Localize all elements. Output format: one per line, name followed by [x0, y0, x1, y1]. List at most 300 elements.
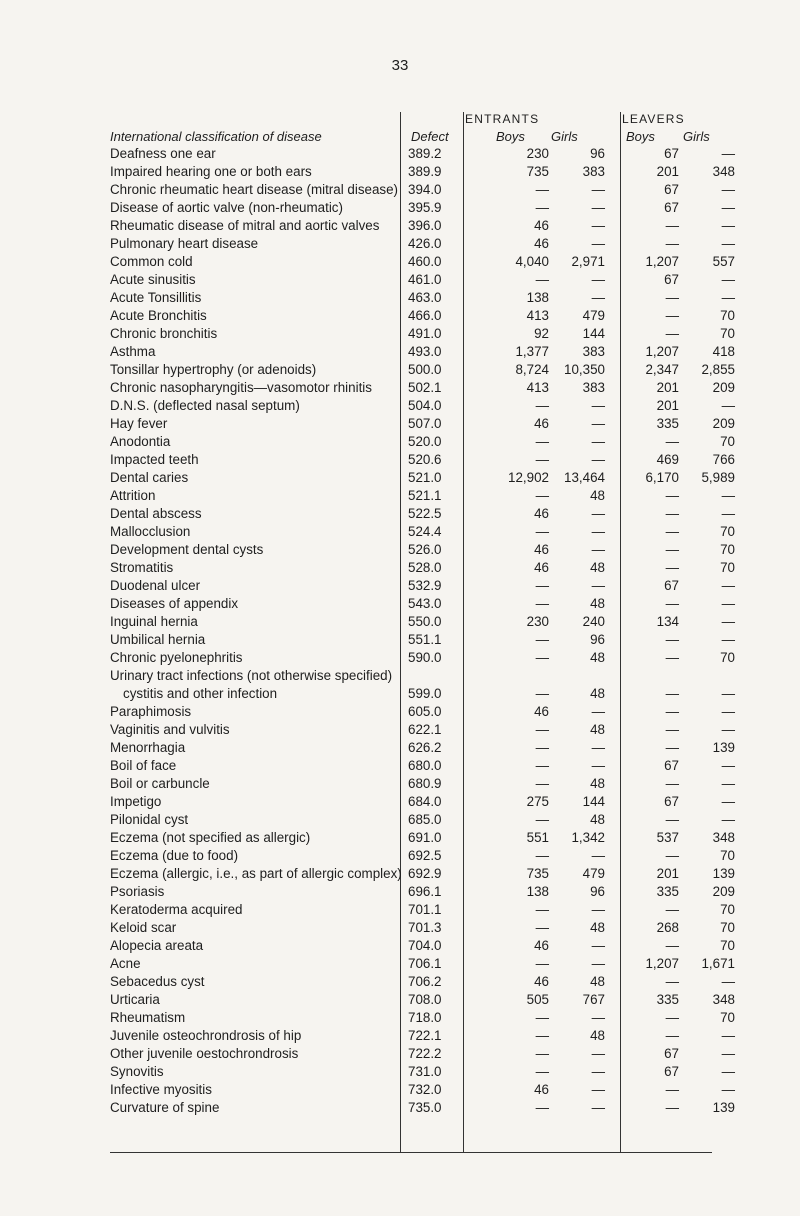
disease-name: Rheumatic disease of mitral and aortic valves [110, 218, 380, 233]
leavers-girls-value: — [721, 794, 735, 809]
entrants-boys-value: — [535, 740, 549, 755]
leavers-girls-value: 348 [712, 164, 735, 179]
entrants-girls-value: 48 [590, 722, 605, 737]
leavers-boys-value: 134 [656, 614, 679, 629]
table-row [0, 1100, 800, 1118]
defect-code: 504.0 [408, 398, 442, 413]
entrants-boys-value: 275 [526, 794, 549, 809]
disease-name: Vaginitis and vulvitis [110, 722, 230, 737]
table-row [0, 812, 800, 830]
entrants-girls-value: 48 [590, 974, 605, 989]
leavers-boys-value: — [665, 236, 679, 251]
disease-name: Paraphimosis [110, 704, 192, 719]
table-row [0, 236, 800, 254]
disease-name: Tonsillar hypertrophy (or adenoids) [110, 362, 317, 377]
disease-name: Dental abscess [110, 506, 202, 521]
table-row [0, 866, 800, 884]
defect-code: 520.6 [408, 452, 442, 467]
entrants-girls-value: 48 [590, 596, 605, 611]
entrants-girls-value: — [591, 452, 605, 467]
leavers-girls-value: — [721, 1082, 735, 1097]
entrants-girls-header: Girls [551, 129, 578, 144]
defect-code: 500.0 [408, 362, 442, 377]
table-row [0, 506, 800, 524]
defect-code: 706.1 [408, 956, 442, 971]
leavers-boys-value: 1,207 [645, 254, 679, 269]
entrants-girls-value: 48 [590, 776, 605, 791]
table-row [0, 1046, 800, 1064]
defect-code: 522.5 [408, 506, 442, 521]
disease-name: Anodontia [110, 434, 171, 449]
defect-code: 680.0 [408, 758, 442, 773]
leavers-girls-value: — [721, 974, 735, 989]
leavers-girls-value: — [721, 776, 735, 791]
defect-code: 722.2 [408, 1046, 442, 1061]
leavers-girls-value: — [721, 290, 735, 305]
disease-name: Pulmonary heart disease [110, 236, 259, 251]
entrants-girls-value: 48 [590, 686, 605, 701]
leavers-boys-value: 537 [656, 830, 679, 845]
entrants-girls-value: — [591, 758, 605, 773]
table-bottom-rule [110, 1152, 712, 1153]
leavers-boys-value: — [665, 686, 679, 701]
entrants-girls-value: — [591, 1046, 605, 1061]
entrants-girls-value: — [591, 416, 605, 431]
defect-code: 528.0 [408, 560, 442, 575]
table-row [0, 182, 800, 200]
leavers-girls-value: 766 [712, 452, 735, 467]
leavers-boys-value: — [665, 974, 679, 989]
leavers-girls-value: 70 [720, 560, 735, 575]
leavers-girls-value: 70 [720, 308, 735, 323]
leavers-boys-value: 335 [656, 992, 679, 1007]
disease-name: Pilonidal cyst [110, 812, 189, 827]
disease-name: Disease of aortic valve (non-rheumatic) [110, 200, 343, 215]
leavers-boys-value: 268 [656, 920, 679, 935]
leavers-girls-value: — [721, 758, 735, 773]
entrants-girls-value: — [591, 1064, 605, 1079]
leavers-boys-value: 201 [656, 380, 679, 395]
leavers-girls-value: 348 [712, 830, 735, 845]
table-row [0, 164, 800, 182]
entrants-girls-value: 96 [590, 632, 605, 647]
entrants-girls-value: 48 [590, 650, 605, 665]
entrants-girls-value: 383 [582, 344, 605, 359]
leavers-boys-value: 201 [656, 164, 679, 179]
leavers-girls-value: 418 [712, 344, 735, 359]
entrants-boys-value: 505 [526, 992, 549, 1007]
leavers-group-header: LEAVERS [622, 112, 685, 126]
disease-name: Deafness one ear [110, 146, 216, 161]
leavers-boys-value: 67 [664, 758, 679, 773]
disease-name: Keloid scar [110, 920, 177, 935]
leavers-girls-value: — [721, 632, 735, 647]
disease-name: Dental caries [110, 470, 189, 485]
defect-code: 466.0 [408, 308, 442, 323]
disease-name: Acute Tonsillitis [110, 290, 202, 305]
disease-name: Common cold [110, 254, 193, 269]
entrants-girls-value: 48 [590, 1028, 605, 1043]
table-row [0, 992, 800, 1010]
entrants-boys-value: — [535, 1100, 549, 1115]
disease-name: Synovitis [110, 1064, 164, 1079]
leavers-boys-value: — [665, 1010, 679, 1025]
leavers-girls-value: — [721, 704, 735, 719]
table-row [0, 848, 800, 866]
table-row [0, 146, 800, 164]
page-number: 33 [391, 57, 409, 74]
leavers-girls-value: — [721, 506, 735, 521]
defect-code: 463.0 [408, 290, 442, 305]
leavers-girls-value: — [721, 146, 735, 161]
disease-table-body [0, 146, 800, 1118]
disease-name: Chronic nasopharyngitis—vasomotor rhinitis [110, 380, 372, 395]
leavers-boys-value: — [665, 506, 679, 521]
disease-name: Sebacedus cyst [110, 974, 205, 989]
defect-code: 685.0 [408, 812, 442, 827]
table-row [0, 578, 800, 596]
entrants-girls-value: 240 [582, 614, 605, 629]
table-row [0, 488, 800, 506]
entrants-girls-value: 10,350 [564, 362, 605, 377]
disease-name: Boil of face [110, 758, 177, 773]
table-row [0, 974, 800, 992]
entrants-girls-value: 767 [582, 992, 605, 1007]
entrants-boys-value: — [535, 1028, 549, 1043]
entrants-boys-value: — [535, 488, 549, 503]
disease-name: Mallocclusion [110, 524, 191, 539]
table-row [0, 470, 800, 488]
entrants-girls-value: — [591, 398, 605, 413]
entrants-boys-value: 46 [534, 218, 549, 233]
entrants-girls-value: — [591, 542, 605, 557]
defect-code: 396.0 [408, 218, 442, 233]
leavers-girls-value: 139 [712, 740, 735, 755]
entrants-girls-value: — [591, 902, 605, 917]
leavers-girls-value: — [721, 272, 735, 287]
entrants-boys-value: 12,902 [508, 470, 549, 485]
entrants-boys-value: — [535, 1010, 549, 1025]
defect-code: 543.0 [408, 596, 442, 611]
defect-code: 460.0 [408, 254, 442, 269]
entrants-girls-value: — [591, 1082, 605, 1097]
leavers-boys-value: 335 [656, 884, 679, 899]
disease-name: Eczema (due to food) [110, 848, 239, 863]
disease-name: Urticaria [110, 992, 160, 1007]
disease-name: Stromatitis [110, 560, 174, 575]
entrants-girls-value: 479 [582, 308, 605, 323]
leavers-girls-value: 557 [712, 254, 735, 269]
leavers-boys-value: — [665, 218, 679, 233]
leavers-boys-value: 1,207 [645, 344, 679, 359]
entrants-boys-value: — [535, 398, 549, 413]
entrants-girls-value: 48 [590, 560, 605, 575]
table-row [0, 632, 800, 650]
disease-name-continued: cystitis and other infection [123, 686, 278, 701]
leavers-girls-value: 70 [720, 938, 735, 953]
leavers-boys-value: 67 [664, 794, 679, 809]
leavers-boys-value: — [665, 740, 679, 755]
table-row [0, 308, 800, 326]
leavers-girls-value: — [721, 218, 735, 233]
disease-name: Impaired hearing one or both ears [110, 164, 312, 179]
leavers-boys-value: — [665, 326, 679, 341]
leavers-girls-value: — [721, 614, 735, 629]
leavers-boys-value: — [665, 1028, 679, 1043]
defect-code: 680.9 [408, 776, 442, 791]
leavers-girls-value: — [721, 236, 735, 251]
entrants-boys-value: 46 [534, 1082, 549, 1097]
disease-name: Acute sinusitis [110, 272, 196, 287]
entrants-girls-value: — [591, 704, 605, 719]
table-row [0, 344, 800, 362]
leavers-girls-value: 70 [720, 524, 735, 539]
entrants-group-header: ENTRANTS [465, 112, 540, 126]
table-row [0, 452, 800, 470]
leavers-boys-value: 2,347 [645, 362, 679, 377]
entrants-girls-value: — [591, 434, 605, 449]
leavers-girls-value: — [721, 182, 735, 197]
table-row [0, 542, 800, 560]
leavers-girls-value: 209 [712, 380, 735, 395]
table-row [0, 614, 800, 632]
disease-name: Development dental cysts [110, 542, 264, 557]
table-row [0, 902, 800, 920]
table-row [0, 830, 800, 848]
leavers-boys-value: — [665, 938, 679, 953]
entrants-boys-value: — [535, 722, 549, 737]
entrants-boys-value: — [535, 524, 549, 539]
leavers-boys-value: 335 [656, 416, 679, 431]
entrants-boys-value: 413 [526, 308, 549, 323]
defect-code: 426.0 [408, 236, 442, 251]
entrants-girls-value: — [591, 290, 605, 305]
leavers-boys-value: — [665, 704, 679, 719]
entrants-boys-value: — [535, 920, 549, 935]
defect-code: 701.3 [408, 920, 442, 935]
disease-name: Asthma [110, 344, 156, 359]
disease-column-header: International classification of disease [110, 129, 322, 144]
leavers-girls-value: 5,989 [701, 470, 735, 485]
entrants-boys-value: — [535, 272, 549, 287]
leavers-boys-header: Boys [626, 129, 655, 144]
leavers-boys-value: — [665, 1100, 679, 1115]
leavers-girls-value: 70 [720, 920, 735, 935]
disease-name: Menorrhagia [110, 740, 186, 755]
defect-code: 524.4 [408, 524, 442, 539]
defect-code: 389.2 [408, 146, 442, 161]
entrants-boys-value: 46 [534, 416, 549, 431]
table-row [0, 650, 800, 668]
entrants-boys-value: 230 [526, 146, 549, 161]
entrants-boys-value: — [535, 650, 549, 665]
leavers-boys-value: — [665, 290, 679, 305]
table-row [0, 1082, 800, 1100]
leavers-girls-value: 70 [720, 326, 735, 341]
defect-code: 708.0 [408, 992, 442, 1007]
defect-code: 718.0 [408, 1010, 442, 1025]
entrants-boys-value: — [535, 1064, 549, 1079]
entrants-girls-value: — [591, 506, 605, 521]
entrants-girls-value: — [591, 956, 605, 971]
entrants-girls-value: — [591, 740, 605, 755]
disease-name: D.N.S. (deflected nasal septum) [110, 398, 300, 413]
defect-code: 732.0 [408, 1082, 442, 1097]
table-row [0, 938, 800, 956]
leavers-girls-value: 70 [720, 542, 735, 557]
defect-code: 691.0 [408, 830, 442, 845]
entrants-girls-value: 48 [590, 812, 605, 827]
leavers-girls-value: — [721, 200, 735, 215]
leavers-boys-value: 67 [664, 146, 679, 161]
leavers-girls-value: — [721, 686, 735, 701]
entrants-boys-value: — [535, 596, 549, 611]
leavers-girls-value: — [721, 398, 735, 413]
leavers-boys-value: — [665, 848, 679, 863]
leavers-boys-value: — [665, 1082, 679, 1097]
disease-name: Chronic rheumatic heart disease (mitral disease) [110, 182, 399, 197]
table-row [0, 254, 800, 272]
disease-name: Chronic pyelonephritis [110, 650, 243, 665]
disease-name: Psoriasis [110, 884, 165, 899]
entrants-girls-value: — [591, 938, 605, 953]
entrants-girls-value: 96 [590, 146, 605, 161]
leavers-boys-value: — [665, 776, 679, 791]
table-row [0, 740, 800, 758]
table-row [0, 920, 800, 938]
defect-code: 493.0 [408, 344, 442, 359]
leavers-girls-value: 209 [712, 884, 735, 899]
leavers-boys-value: — [665, 524, 679, 539]
disease-name: Juvenile osteochrondrosis of hip [110, 1028, 302, 1043]
leavers-girls-value: — [721, 722, 735, 737]
leavers-girls-value: 1,671 [701, 956, 735, 971]
entrants-boys-value: — [535, 452, 549, 467]
defect-code: 735.0 [408, 1100, 442, 1115]
entrants-girls-value: — [591, 578, 605, 593]
table-row [0, 1064, 800, 1082]
leavers-boys-value: — [665, 902, 679, 917]
entrants-boys-value: — [535, 848, 549, 863]
leavers-boys-value: — [665, 812, 679, 827]
leavers-boys-value: 469 [656, 452, 679, 467]
table-row [0, 434, 800, 452]
disease-name: Impetigo [110, 794, 162, 809]
table-row [0, 1010, 800, 1028]
entrants-boys-value: — [535, 956, 549, 971]
leavers-boys-value: — [665, 308, 679, 323]
leavers-boys-value: 67 [664, 1046, 679, 1061]
table-row [0, 218, 800, 236]
leavers-boys-value: 1,207 [645, 956, 679, 971]
defect-code: 521.0 [408, 470, 442, 485]
disease-name: Chronic bronchitis [110, 326, 218, 341]
table-row [0, 956, 800, 974]
defect-code: 622.1 [408, 722, 442, 737]
defect-code: 722.1 [408, 1028, 442, 1043]
disease-name: Acute Bronchitis [110, 308, 207, 323]
leavers-girls-value: — [721, 1046, 735, 1061]
entrants-boys-value: 46 [534, 704, 549, 719]
entrants-girls-value: — [591, 218, 605, 233]
entrants-girls-value: — [591, 848, 605, 863]
defect-code: 684.0 [408, 794, 442, 809]
leavers-boys-value: 6,170 [645, 470, 679, 485]
table-row [0, 1028, 800, 1046]
disease-name: Keratoderma acquired [110, 902, 243, 917]
entrants-boys-value: 138 [526, 290, 549, 305]
leavers-girls-value: 70 [720, 1010, 735, 1025]
entrants-boys-header: Boys [496, 129, 525, 144]
table-row [0, 524, 800, 542]
leavers-boys-value: — [665, 542, 679, 557]
entrants-boys-value: 735 [526, 866, 549, 881]
table-row [0, 704, 800, 722]
leavers-girls-value: — [721, 578, 735, 593]
defect-code: 521.1 [408, 488, 442, 503]
leavers-girls-value: 209 [712, 416, 735, 431]
disease-name: Curvature of spine [110, 1100, 220, 1115]
entrants-girls-value: — [591, 1010, 605, 1025]
leavers-girls-value: 70 [720, 650, 735, 665]
defect-code: 696.1 [408, 884, 442, 899]
table-row [0, 560, 800, 578]
entrants-boys-value: 46 [534, 506, 549, 521]
defect-code: 395.9 [408, 200, 442, 215]
entrants-boys-value: — [535, 902, 549, 917]
entrants-boys-value: — [535, 812, 549, 827]
disease-name: Acne [110, 956, 141, 971]
entrants-girls-value: 383 [582, 164, 605, 179]
entrants-girls-value: — [591, 236, 605, 251]
defect-code: 590.0 [408, 650, 442, 665]
entrants-girls-value: — [591, 272, 605, 287]
defect-code: 626.2 [408, 740, 442, 755]
entrants-boys-value: 1,377 [515, 344, 549, 359]
entrants-girls-value: 2,971 [571, 254, 605, 269]
leavers-boys-value: — [665, 722, 679, 737]
defect-code: 704.0 [408, 938, 442, 953]
defect-code: 532.9 [408, 578, 442, 593]
entrants-boys-value: — [535, 200, 549, 215]
table-row [0, 290, 800, 308]
defect-code: 605.0 [408, 704, 442, 719]
entrants-boys-value: — [535, 434, 549, 449]
entrants-boys-value: — [535, 1046, 549, 1061]
entrants-boys-value: 92 [534, 326, 549, 341]
defect-code: 706.2 [408, 974, 442, 989]
entrants-boys-value: — [535, 632, 549, 647]
entrants-boys-value: — [535, 776, 549, 791]
entrants-boys-value: 46 [534, 542, 549, 557]
defect-code: 461.0 [408, 272, 442, 287]
table-row [0, 794, 800, 812]
defect-column-header: Defect [411, 129, 449, 144]
defect-code: 731.0 [408, 1064, 442, 1079]
table-row [0, 758, 800, 776]
leavers-girls-value: 70 [720, 848, 735, 863]
entrants-girls-value: — [591, 1100, 605, 1115]
table-row [0, 200, 800, 218]
defect-code: 599.0 [408, 686, 442, 701]
entrants-boys-value: — [535, 686, 549, 701]
disease-name: Eczema (allergic, i.e., as part of allergic complex) [110, 866, 402, 881]
entrants-girls-value: 383 [582, 380, 605, 395]
disease-name: Diseases of appendix [110, 596, 239, 611]
table-row [0, 722, 800, 740]
defect-code: 520.0 [408, 434, 442, 449]
entrants-boys-value: 46 [534, 974, 549, 989]
